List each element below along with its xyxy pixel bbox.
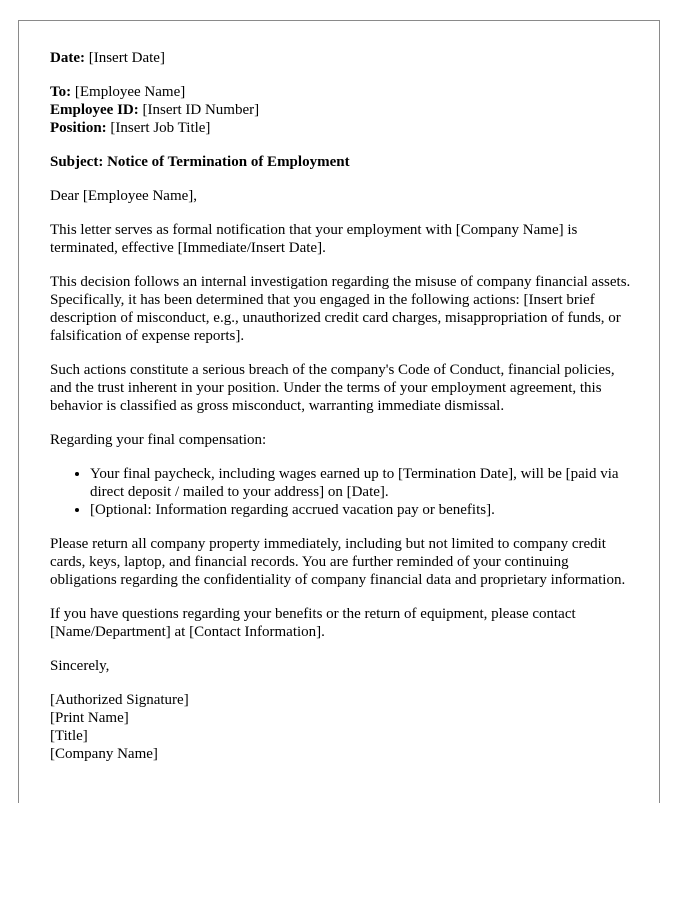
salutation: Dear [Employee Name], bbox=[50, 188, 198, 204]
paragraph-contact: If you have questions regarding your benefits or the return of equipment, please contact [Name/Department] at [Contact Information]. bbox=[50, 606, 576, 640]
print-name: [Print Name] bbox=[50, 710, 129, 726]
list-item: • Your final paycheck, including wages earned up to [Termination Date], will be [paid via direct deposit / mailed to your address] on [Date]. bbox=[90, 465, 635, 501]
position-line bbox=[50, 119, 635, 137]
authorized-signature: [Authorized Signature] bbox=[50, 692, 189, 708]
subject-line bbox=[50, 153, 635, 171]
date-value: [Insert Date] bbox=[88, 50, 165, 66]
date-label: Date: bbox=[50, 50, 85, 66]
paragraph-breach: Such actions constitute a serious breach of the company's Code of Conduct, financial policies, and the trust inherent in your position. Under the terms of your employment agreement, this behavior is classified as gross misconduct, warranting immediate dismissal. bbox=[50, 362, 615, 414]
position-value: [Insert Job Title] bbox=[110, 120, 211, 136]
letter-page bbox=[18, 20, 660, 803]
employee-id-value: [Insert ID Number] bbox=[142, 102, 260, 118]
recipient-block bbox=[50, 83, 635, 137]
employee-id-label: Employee ID: bbox=[50, 102, 139, 118]
paragraph-investigation: This decision follows an internal investigation regarding the misuse of company financial assets. Specifically, it has been determined that you engaged in the following actions: [Insert brief description of misconduct, e.g., unauthorized credit card charges, misappropriation of funds, or falsification of expense reports]. bbox=[50, 274, 631, 344]
to-line bbox=[50, 83, 635, 101]
employee-id-line bbox=[50, 101, 635, 119]
position-label: Position: bbox=[50, 120, 107, 136]
company-name: [Company Name] bbox=[50, 746, 158, 762]
signoff: Sincerely, bbox=[50, 658, 110, 674]
paragraph-return-property: Please return all company property immediately, including but not limited to company credit cards, keys, laptop, and financial records. You are further reminded of your continuing obligations regarding the confidentiality of company financial data and proprietary information. bbox=[50, 536, 626, 588]
list-item: • [Optional: Information regarding accrued vacation pay or benefits]. bbox=[90, 501, 635, 519]
subject-text: Subject: Notice of Termination of Employment bbox=[50, 154, 350, 170]
letter-content bbox=[50, 49, 635, 763]
compensation-list bbox=[50, 465, 635, 519]
to-label: To: bbox=[50, 84, 72, 100]
date-line bbox=[50, 49, 635, 67]
paragraph-notification: This letter serves as formal notification that your employment with [Company Name] is terminated, effective [Immediate/Insert Date]. bbox=[50, 222, 578, 256]
signer-title: [Title] bbox=[50, 728, 88, 744]
to-value: [Employee Name] bbox=[74, 84, 186, 100]
signature-block bbox=[50, 691, 635, 763]
paragraph-compensation-intro: Regarding your final compensation: bbox=[50, 432, 267, 448]
